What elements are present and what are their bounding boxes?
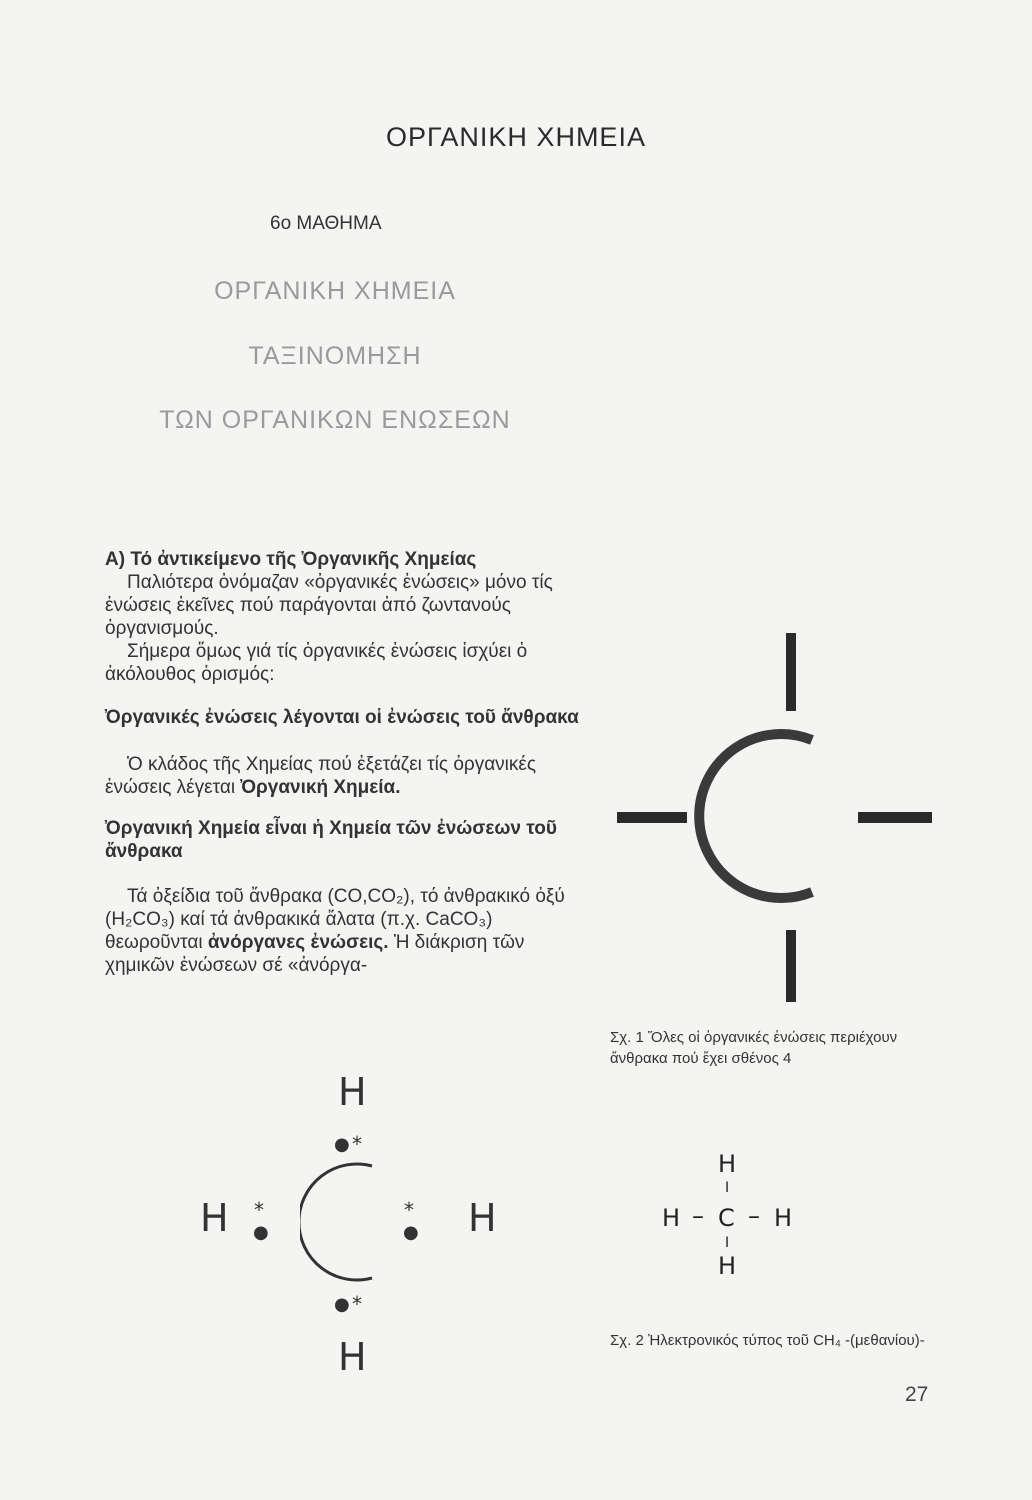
struct-c: C [718,1204,735,1232]
lewis-h-top: H [338,1070,367,1114]
struct-bond-left: – [692,1202,704,1230]
figure-2-caption: Σχ. 2 Ἠλεκτρονικός τύπος τοῦ CH₄ -(μεθανίου)- [610,1332,925,1349]
struct-bond-top: I [725,1180,730,1196]
valence-bond-right [858,812,932,823]
paragraph-history: Παλιότερα ὀνόμαζαν «ὀργανικές ἐνώσεις» μόνο τίς ἐνώσεις ἐκεῖνες πού παράγονται ἀπό ζωντανούς ὀργανισμούς. [105,572,553,639]
electron-dot-top: ● [334,1134,350,1155]
electron-star-top: * [352,1132,362,1156]
subtitle-line-2: ΤΑΞΙΝΟΜΗΣΗ [248,342,422,370]
lewis-h-left: H [200,1196,229,1240]
valence-bond-top [786,633,796,711]
lewis-carbon-symbol [300,1160,390,1290]
lewis-h-bottom: H [338,1335,367,1379]
paragraph-inorganic [105,885,580,977]
valence-bond-bottom [786,930,796,1002]
term-inorganic-compounds: ἀνόργανες ἐνώσεις. [207,932,389,953]
figure-1-caption: Σχ. 1 Ὅλες οἱ ὀργανικές ἐνώσεις περιέχουν ἄνθρακα πού ἔχει σθένος 4 [610,1029,898,1067]
page-number: 27 [905,1383,929,1406]
struct-h-top: H [718,1150,737,1178]
struct-h-left: H [662,1204,681,1232]
paragraph-branch [105,753,580,799]
term-organic-chemistry: Ὀργανική Χημεία. [240,777,401,798]
lewis-carbon-arc [300,1164,372,1280]
electron-star-bottom: * [352,1292,362,1316]
carbon-symbol-arc [699,734,812,898]
struct-h-bottom: H [718,1252,737,1280]
electron-star-right: * [404,1198,414,1222]
lewis-h-right: H [468,1196,497,1240]
struct-h-right: H [774,1204,793,1232]
paragraph-inorganic-text: Τά ὀξείδια τοῦ ἄνθρακα (CO,CO₂), τό ἀνθρακικό ὀξύ (H₂CO₃) καί τά ἀνθρακικά ἄλατα (π.χ. CaCO₃) θεωροῦνται [105,886,565,953]
definition-organic-compounds: Ὀργανικές ἐνώσεις λέγονται οἱ ἐνώσεις τοῦ ἄνθρακα [105,707,579,728]
electron-dot-left: ● [253,1222,269,1243]
electron-dot-right: ● [403,1222,419,1243]
valence-bond-left [617,812,687,823]
paragraph-inorganic-end: Ἡ διάκριση τῶν χημικῶν ἐνώσεων σέ «ἀνόργα- [105,932,525,976]
lesson-number: 6ο ΜΑΘΗΜΑ [270,213,382,234]
electron-star-left: * [254,1198,264,1222]
chapter-title: ΟΡΓΑΝΙΚΗ ΧΗΜΕΙΑ [386,122,646,152]
subtitle-line-1: ΟΡΓΑΝΙΚΗ ΧΗΜΕΙΑ [214,277,456,305]
struct-bond-bottom: I [725,1235,730,1251]
definition-organic-chemistry: Ὀργανική Χημεία εἶναι ἡ Χημεία τῶν ἐνώσεων τοῦ ἄνθρακα [105,818,557,862]
subtitle-line-3: ΤΩΝ ΟΡΓΑΝΙΚΩΝ ΕΝΩΣΕΩΝ [159,406,511,434]
figure-carbon-valence [600,630,960,1030]
body-text [105,548,580,977]
paragraph-definition-intro: Σήμερα ὅμως γιά τίς ὀργανικές ἐνώσεις ἰσχύει ὁ ἀκόλουθος ὁρισμός: [105,641,528,685]
struct-bond-right: – [748,1202,760,1230]
electron-dot-bottom: ● [334,1294,350,1315]
section-heading: Α) Τό ἀντικείμενο τῆς Ὀργανικῆς Χημείας [105,549,477,570]
paragraph-branch-text: Ὁ κλάδος τῆς Χημείας πού ἐξετάζει τίς ὀργανικές ἐνώσεις λέγεται [105,754,537,798]
